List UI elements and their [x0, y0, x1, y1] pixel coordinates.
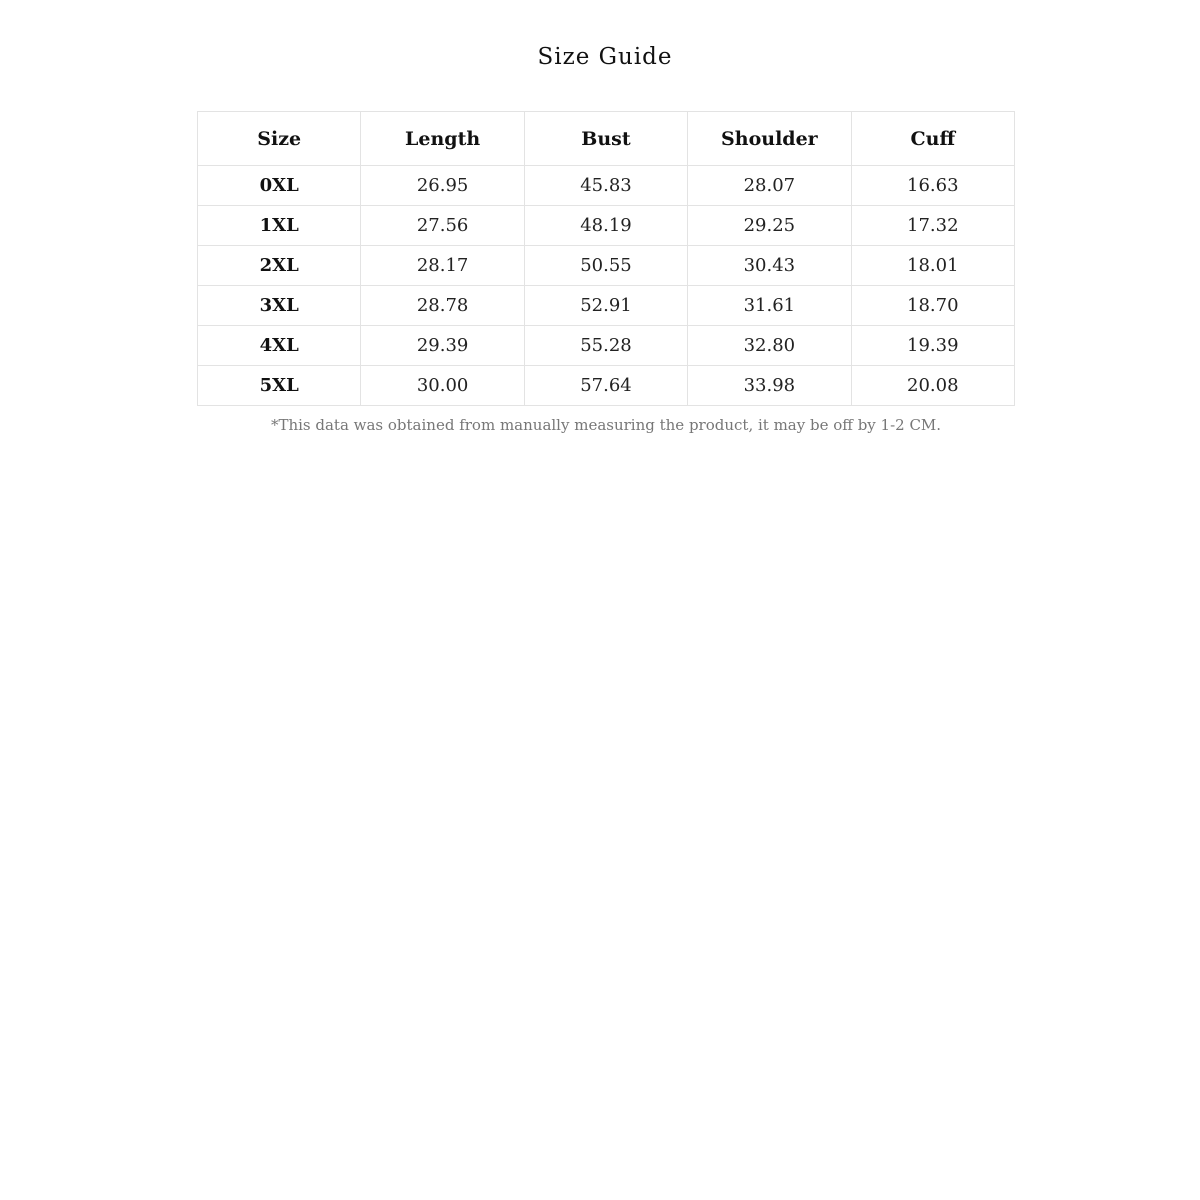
- cuff-cell: 17.32: [851, 206, 1014, 246]
- table-row: [198, 166, 1015, 206]
- cuff-cell: 18.01: [851, 246, 1014, 286]
- table-row: [198, 366, 1015, 406]
- cuff-cell: 18.70: [851, 286, 1014, 326]
- shoulder-cell: 32.80: [688, 326, 851, 366]
- length-cell: 29.39: [361, 326, 524, 366]
- bust-cell: 45.83: [524, 166, 687, 206]
- bust-cell: 57.64: [524, 366, 687, 406]
- size-guide-table: [197, 111, 1015, 406]
- size-cell: 2XL: [198, 246, 361, 286]
- length-cell: 28.78: [361, 286, 524, 326]
- column-header-size: Size: [198, 112, 361, 166]
- length-cell: 28.17: [361, 246, 524, 286]
- shoulder-cell: 31.61: [688, 286, 851, 326]
- size-cell: 5XL: [198, 366, 361, 406]
- cuff-cell: 20.08: [851, 366, 1014, 406]
- size-cell: 1XL: [198, 206, 361, 246]
- column-header-cuff: Cuff: [851, 112, 1014, 166]
- length-cell: 26.95: [361, 166, 524, 206]
- column-header-bust: Bust: [524, 112, 687, 166]
- bust-cell: 48.19: [524, 206, 687, 246]
- length-cell: 30.00: [361, 366, 524, 406]
- shoulder-cell: 28.07: [688, 166, 851, 206]
- size-cell: 4XL: [198, 326, 361, 366]
- table-row: [198, 326, 1015, 366]
- size-cell: 3XL: [198, 286, 361, 326]
- table-header-row: [198, 112, 1015, 166]
- table-row: [198, 286, 1015, 326]
- page-title: Size Guide: [537, 44, 673, 70]
- bust-cell: 55.28: [524, 326, 687, 366]
- shoulder-cell: 30.43: [688, 246, 851, 286]
- shoulder-cell: 33.98: [688, 366, 851, 406]
- bust-cell: 52.91: [524, 286, 687, 326]
- cuff-cell: 16.63: [851, 166, 1014, 206]
- length-cell: 27.56: [361, 206, 524, 246]
- table-row: [198, 246, 1015, 286]
- bust-cell: 50.55: [524, 246, 687, 286]
- table-row: [198, 206, 1015, 246]
- column-header-shoulder: Shoulder: [688, 112, 851, 166]
- shoulder-cell: 29.25: [688, 206, 851, 246]
- size-cell: 0XL: [198, 166, 361, 206]
- measurement-footnote: *This data was obtained from manually measuring the product, it may be off by 1-2 CM.: [270, 416, 942, 434]
- column-header-length: Length: [361, 112, 524, 166]
- cuff-cell: 19.39: [851, 326, 1014, 366]
